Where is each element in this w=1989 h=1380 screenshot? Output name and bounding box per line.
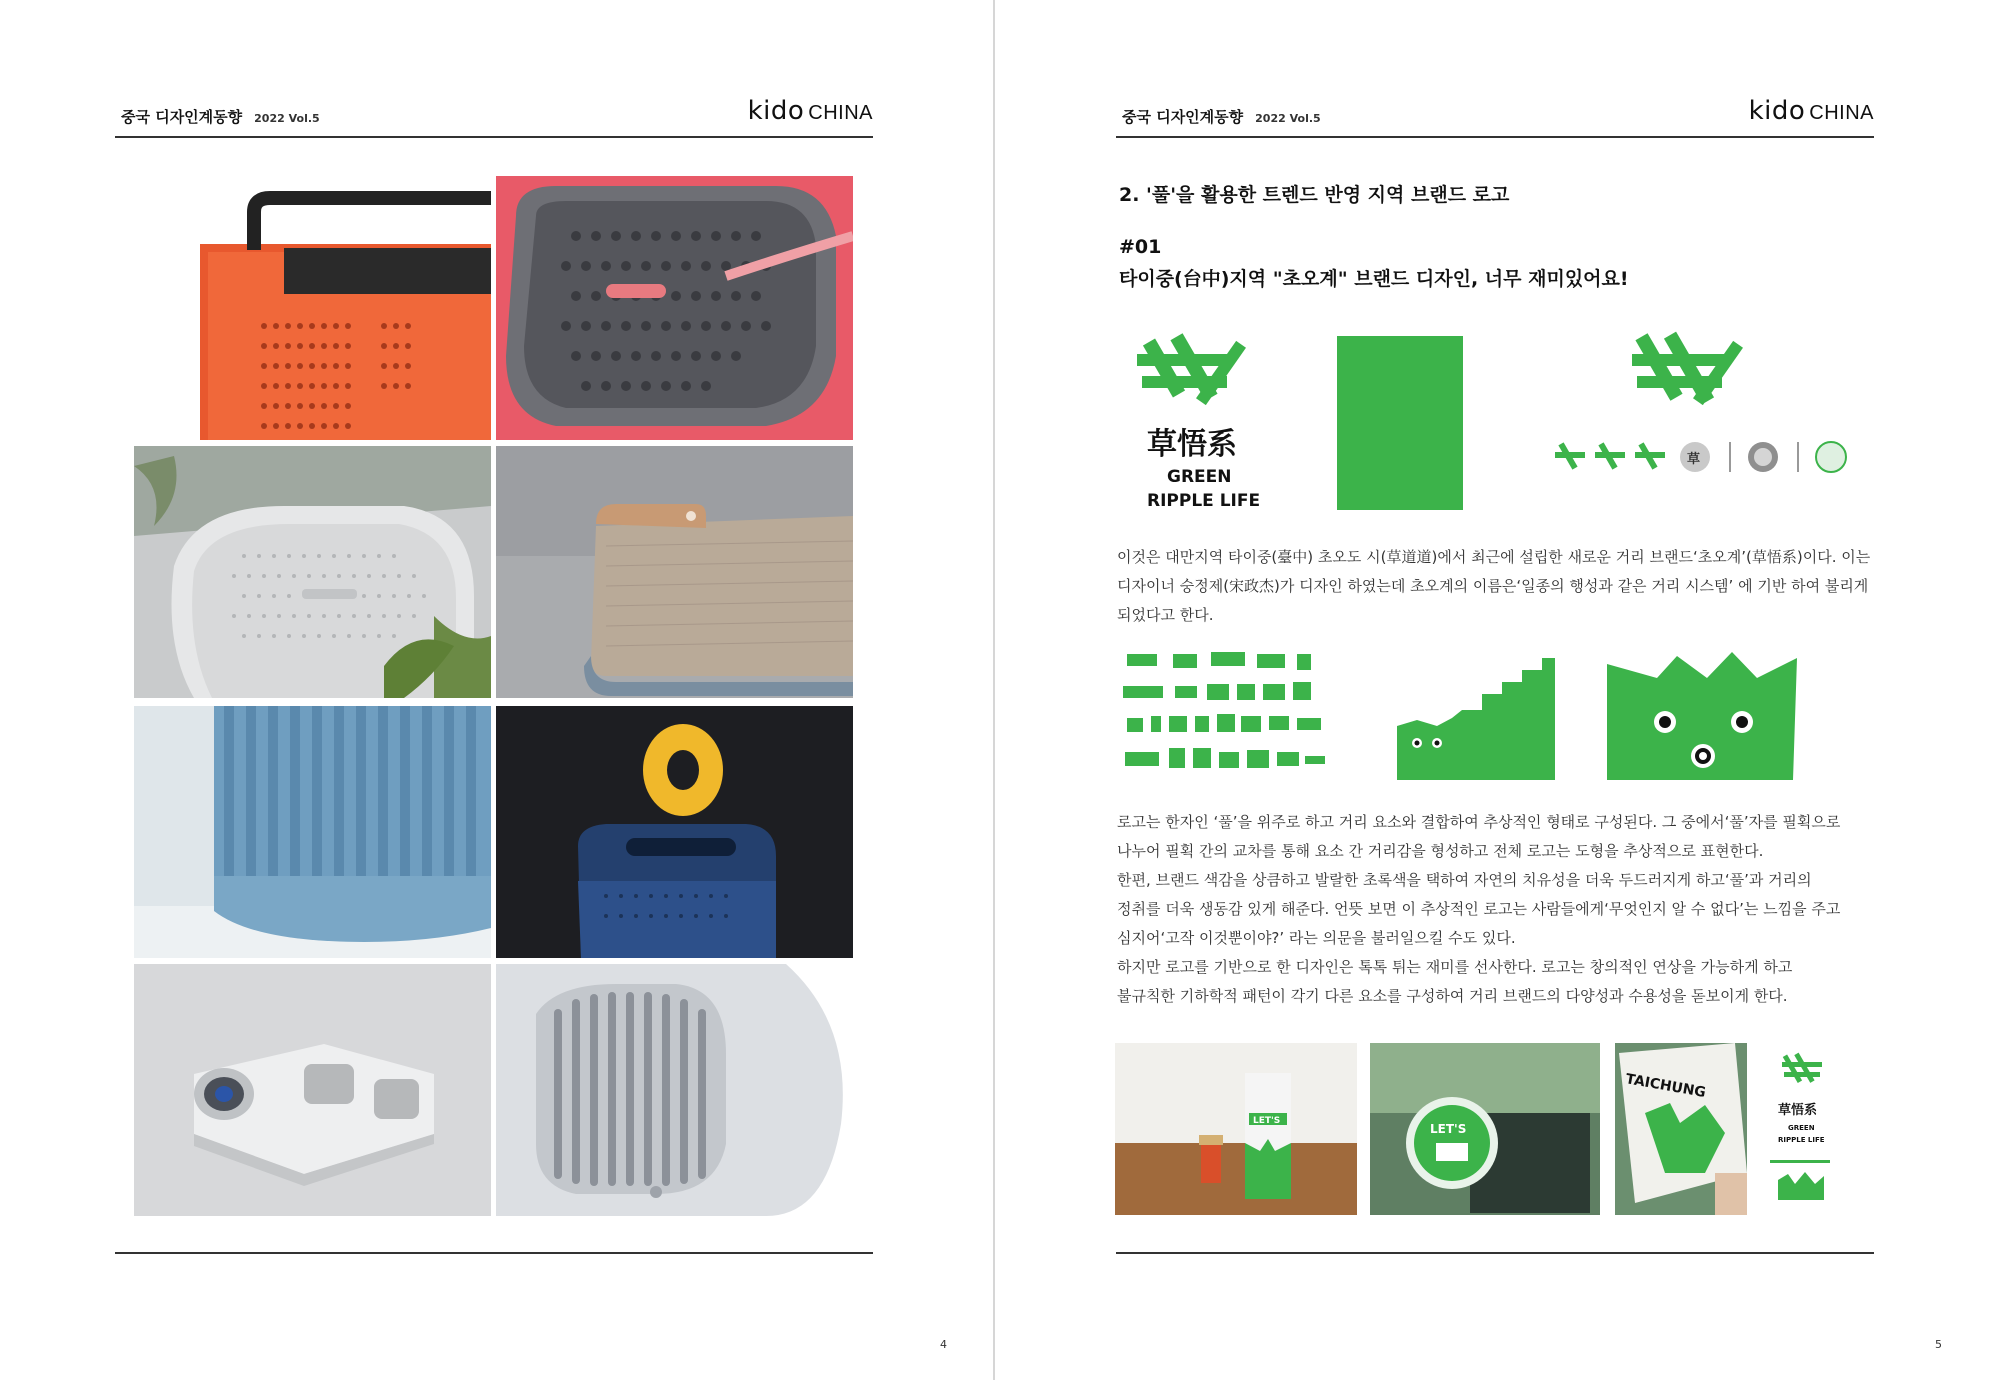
item-title: 타이중(台中)지역 "초오계" 브랜드 디자인, 너무 재미있어요!	[1119, 268, 1629, 290]
photo-grey-speaker	[496, 446, 853, 698]
taichung-book-image	[1615, 1043, 1747, 1215]
paragraph-intro	[1117, 543, 1870, 630]
header-volume: 2022 Vol.5	[254, 112, 320, 125]
logo-china: CHINA	[808, 102, 873, 124]
page-footer-rule	[1116, 1252, 1874, 1254]
taichung-text: TAICHUNG	[1624, 1071, 1707, 1102]
photo-pink-speaker	[496, 176, 853, 440]
page-footer-rule	[115, 1252, 873, 1254]
green-color-swatch	[1337, 336, 1463, 510]
photo-blue-cylinder	[134, 706, 491, 958]
photo-taichung-book	[1615, 1043, 1747, 1215]
grass-logo-mark	[1137, 333, 1246, 405]
page-header	[115, 96, 873, 138]
photo-white-speaker	[134, 446, 491, 698]
icon-pattern-grid	[1123, 652, 1325, 768]
photo-silver-grille	[496, 964, 853, 1216]
white-speaker-image	[134, 446, 491, 698]
pink-speaker-image	[496, 176, 853, 440]
logo-english-line1: GREEN	[1167, 467, 1232, 487]
header-volume: 2022 Vol.5	[1255, 112, 1321, 125]
kidp-china-logo	[748, 96, 873, 126]
page-number: 4	[940, 1338, 947, 1351]
orange-speaker-image	[134, 176, 491, 440]
section-title: 2. '풀'을 활용한 트렌드 반영 지역 브랜드 로고	[1119, 184, 1510, 206]
paragraph-line: 나누어 필획 간의 교차를 통해 요소 간 거리감을 형성하고 전체 로고는 도형을 추상적으로 표현한다.	[1117, 842, 1764, 860]
logo-english-line2: RIPPLE LIFE	[1147, 491, 1261, 511]
brand-pattern-showcase	[1117, 648, 1877, 788]
header-title	[121, 106, 320, 127]
side-english-line1: GREEN	[1788, 1124, 1815, 1132]
paragraph-line: 로고는 한자인 ‘풀’을 위주로 하고 거리 요소와 결합하여 추상적인 형태로 구성된다. 그 중에서‘풀’자를 필획으로	[1117, 813, 1841, 831]
photo-window-sticker	[1370, 1043, 1600, 1215]
brand-logo-graphic	[1117, 324, 1877, 524]
paragraph-line: 하지만 로고를 기반으로 한 디자인은 톡톡 튀는 재미를 선사한다. 로고는 창의적인 연상을 가능하게 하고	[1117, 958, 1793, 976]
right-page	[995, 0, 1989, 1380]
side-chinese-name: 草悟系	[1778, 1103, 1818, 1118]
paragraph-line: 불규칙한 기하학적 패턴이 각기 다른 요소를 구성하여 거리 브랜드의 다양성과 수용성을 돋보이게 한다.	[1117, 987, 1788, 1005]
logo-kido: kido	[1748, 96, 1806, 126]
photo-projector	[134, 964, 491, 1216]
header-title-text: 중국 디자인계동향	[121, 108, 243, 126]
side-english-line2: RIPPLE LIFE	[1778, 1136, 1825, 1144]
sticker-lets-text: LET'S	[1430, 1122, 1467, 1136]
logo-china: CHINA	[1809, 102, 1874, 124]
logo-chinese-name: 草悟系	[1147, 427, 1237, 462]
logo-variation-row	[1555, 442, 1665, 469]
vertical-logo-image	[1760, 1050, 1850, 1210]
paragraph-line: 이것은 대만지역 타이중(臺中) 초오도 시(草道道)에서 최근에 설립한 새로운 거리 브랜드‘초오계’(草悟系)이다. 이는	[1117, 548, 1871, 566]
projector-image	[134, 964, 491, 1216]
paragraph-line: 되었다고 한다.	[1117, 606, 1214, 624]
table-sign-image	[1115, 1043, 1357, 1215]
paragraph-line: 정취를 더욱 생동감 있게 해준다. 언뜻 보면 이 추상적인 로고는 사람들에게‘무엇인지 알 수 없다’는 느낌을 주고	[1117, 900, 1841, 918]
brand-logo-showcase	[1117, 324, 1877, 524]
left-page	[0, 0, 993, 1380]
staircase-character	[1397, 658, 1555, 780]
small-logo-glyph: 草	[1687, 452, 1701, 467]
logo-kido: kido	[747, 96, 805, 126]
lets-sign-text: LET'S	[1253, 1116, 1281, 1126]
page-header	[1116, 96, 1874, 138]
photo-blue-toaster	[496, 706, 853, 958]
paragraph-line: 한편, 브랜드 색감을 상큼하고 발랄한 초록색을 택하여 자연의 치유성을 더욱 두드러지게 하고‘풀’과 거리의	[1117, 871, 1812, 889]
pattern-graphic	[1117, 648, 1877, 788]
paragraph-line: 디자이너 숭정제(宋政杰)가 디자인 하였는데 초오계의 이름은‘일종의 행성과 같은 거리 시스템’ 에 기반 하여 불리게	[1117, 577, 1869, 595]
page-number: 5	[1935, 1338, 1942, 1351]
kidp-china-logo	[1749, 96, 1874, 126]
brand-vertical-logo	[1760, 1050, 1850, 1210]
grey-speaker-image	[496, 446, 853, 698]
photo-table-sign	[1115, 1043, 1357, 1215]
header-title	[1122, 106, 1321, 127]
paragraph-line: 심지어‘고작 이것뿐이야?’ 라는 의문을 불러일으킬 수도 있다.	[1117, 929, 1516, 947]
silver-grille-image	[496, 964, 853, 1216]
blue-cylinder-image	[134, 706, 491, 958]
photo-orange-speaker	[134, 176, 491, 440]
window-sticker-image	[1370, 1043, 1600, 1215]
item-number: #01	[1119, 236, 1162, 258]
grass-logo-mark-large	[1632, 332, 1743, 406]
blue-toaster-image	[496, 706, 853, 958]
header-title-text: 중국 디자인계동향	[1122, 108, 1244, 126]
paragraph-description	[1117, 808, 1840, 1011]
